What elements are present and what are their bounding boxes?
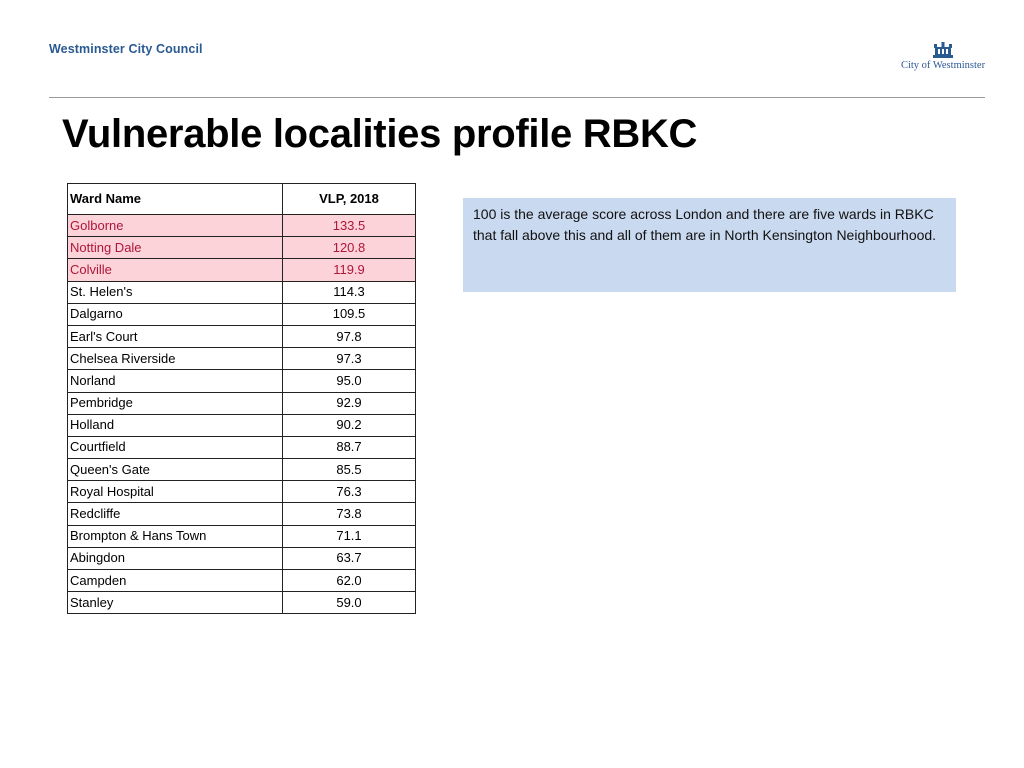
info-note: 100 is the average score across London and there are five wards in RBKC that fall above this and all of them are in North Kensington Neighbourhood. xyxy=(463,198,956,292)
ward-name-cell: Colville xyxy=(68,259,283,281)
ward-name-cell: St. Helen's xyxy=(68,281,283,303)
ward-name-cell: Golborne xyxy=(68,215,283,237)
ward-name-cell: Stanley xyxy=(68,592,283,614)
table-row xyxy=(68,392,416,414)
vlp-value-cell: 76.3 xyxy=(283,481,416,503)
table-row xyxy=(68,459,416,481)
table-header-row xyxy=(68,184,416,215)
table-row xyxy=(68,503,416,525)
table-row xyxy=(68,525,416,547)
vlp-value-cell: 71.1 xyxy=(283,525,416,547)
table-row xyxy=(68,570,416,592)
vlp-value-cell: 85.5 xyxy=(283,459,416,481)
vlp-value-cell: 63.7 xyxy=(283,547,416,569)
ward-vlp-table xyxy=(67,183,416,614)
table-row xyxy=(68,325,416,347)
logo-text: City of Westminster xyxy=(900,60,986,71)
column-header-ward-name: Ward Name xyxy=(68,184,283,215)
table-row xyxy=(68,592,416,614)
table-row xyxy=(68,481,416,503)
vlp-value-cell: 114.3 xyxy=(283,281,416,303)
ward-name-cell: Pembridge xyxy=(68,392,283,414)
ward-name-cell: Chelsea Riverside xyxy=(68,348,283,370)
vlp-value-cell: 73.8 xyxy=(283,503,416,525)
vlp-value-cell: 92.9 xyxy=(283,392,416,414)
ward-name-cell: Notting Dale xyxy=(68,237,283,259)
ward-name-cell: Dalgarno xyxy=(68,303,283,325)
org-name: Westminster City Council xyxy=(49,42,203,56)
table-row xyxy=(68,370,416,392)
ward-name-cell: Royal Hospital xyxy=(68,481,283,503)
table-body xyxy=(68,215,416,614)
vlp-value-cell: 133.5 xyxy=(283,215,416,237)
table-row xyxy=(68,215,416,237)
table-row xyxy=(68,259,416,281)
vlp-value-cell: 109.5 xyxy=(283,303,416,325)
ward-name-cell: Norland xyxy=(68,370,283,392)
crest-icon xyxy=(932,41,954,59)
ward-name-cell: Redcliffe xyxy=(68,503,283,525)
ward-name-cell: Earl's Court xyxy=(68,325,283,347)
ward-name-cell: Courtfield xyxy=(68,436,283,458)
table-row xyxy=(68,348,416,370)
table-row xyxy=(68,303,416,325)
ward-name-cell: Holland xyxy=(68,414,283,436)
vlp-value-cell: 120.8 xyxy=(283,237,416,259)
table-row xyxy=(68,436,416,458)
vlp-value-cell: 62.0 xyxy=(283,570,416,592)
ward-name-cell: Campden xyxy=(68,570,283,592)
vlp-value-cell: 88.7 xyxy=(283,436,416,458)
vlp-value-cell: 97.3 xyxy=(283,348,416,370)
vlp-value-cell: 97.8 xyxy=(283,325,416,347)
city-of-westminster-logo xyxy=(898,41,988,71)
vlp-value-cell: 119.9 xyxy=(283,259,416,281)
header-divider xyxy=(49,97,985,98)
column-header-vlp: VLP, 2018 xyxy=(283,184,416,215)
table-row xyxy=(68,281,416,303)
table-row xyxy=(68,547,416,569)
vlp-value-cell: 59.0 xyxy=(283,592,416,614)
table-row xyxy=(68,237,416,259)
vlp-value-cell: 95.0 xyxy=(283,370,416,392)
ward-name-cell: Abingdon xyxy=(68,547,283,569)
table-row xyxy=(68,414,416,436)
ward-name-cell: Queen's Gate xyxy=(68,459,283,481)
vlp-value-cell: 90.2 xyxy=(283,414,416,436)
page-title: Vulnerable localities profile RBKC xyxy=(62,112,698,156)
ward-name-cell: Brompton & Hans Town xyxy=(68,525,283,547)
